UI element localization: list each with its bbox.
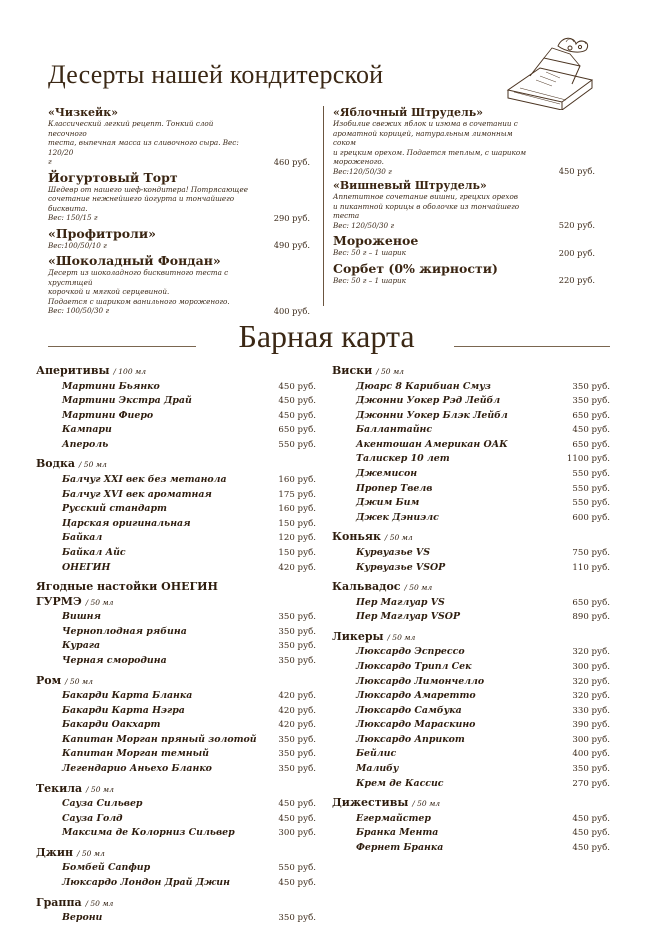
category-heading xyxy=(36,457,316,473)
drink-price: 450 руб. xyxy=(572,842,610,853)
drink-name: Байкал Айс xyxy=(62,546,126,558)
bar-title-rule-right xyxy=(454,346,610,347)
drink-name: Малибу xyxy=(356,763,399,775)
dessert-item xyxy=(333,261,595,286)
drink-name: Сауза Сильвер xyxy=(62,798,143,810)
drink-row xyxy=(36,502,316,517)
drink-price: 650 руб. xyxy=(278,425,316,436)
drink-price: 300 руб. xyxy=(572,661,610,672)
dessert-name: «Шоколадный Фондан» xyxy=(48,253,221,268)
dessert-item xyxy=(48,253,310,316)
drink-row xyxy=(332,561,610,576)
dessert-item xyxy=(333,233,595,258)
drink-price: 120 руб. xyxy=(278,533,316,544)
drink-row xyxy=(332,718,610,733)
drink-price: 350 руб. xyxy=(278,749,316,760)
dessert-name: «Яблочный Штрудель» xyxy=(333,106,484,119)
drink-price: 320 руб. xyxy=(572,647,610,658)
drink-name: Егермайстер xyxy=(356,812,431,824)
drink-price: 390 руб. xyxy=(572,720,610,731)
drink-price: 300 руб. xyxy=(572,734,610,745)
drink-price: 350 руб. xyxy=(572,396,610,407)
category-name: Ром xyxy=(36,673,62,687)
dessert-name: Йогуртовый Торт xyxy=(48,169,178,185)
category-name: Дижестивы xyxy=(332,796,409,810)
dessert-description: Шедевр от нашего шеф-кондитера! Потрясающее xyxy=(48,184,248,194)
drink-price: 650 руб. xyxy=(572,439,610,450)
drink-price: 350 руб. xyxy=(278,612,316,623)
drink-row xyxy=(332,452,610,467)
drink-name: Люксардо Мараскино xyxy=(356,719,476,731)
drink-name: Дюарс 8 Карибиан Смуз xyxy=(356,380,491,392)
dessert-description: Вес: 150/15 г xyxy=(48,213,98,222)
drink-row xyxy=(36,639,316,654)
drink-row xyxy=(332,733,610,748)
drink-name: Фернет Бранка xyxy=(356,841,444,853)
category-heading xyxy=(332,630,610,646)
drink-row xyxy=(332,546,610,561)
dessert-description: корочкой и мягкой серцевиной. xyxy=(48,287,170,296)
drink-row xyxy=(36,517,316,532)
drink-price: 420 руб. xyxy=(278,705,316,716)
drink-price: 400 руб. xyxy=(572,749,610,760)
category-name: Ягодные настойки ОНЕГИН xyxy=(36,580,218,594)
drink-row xyxy=(36,394,316,409)
drink-row xyxy=(36,380,316,395)
dessert-price: 490 руб. xyxy=(273,240,310,250)
drink-name: Мартини Бьянко xyxy=(62,380,160,392)
drink-price: 420 руб. xyxy=(278,720,316,731)
drink-row xyxy=(332,394,610,409)
dessert-name: «Чизкейк» xyxy=(48,106,119,119)
drink-name: Курвуазье VSOP xyxy=(356,561,446,573)
drink-row xyxy=(332,645,610,660)
dessert-item xyxy=(48,170,310,223)
drink-price: 600 руб. xyxy=(572,512,610,523)
drink-price: 450 руб. xyxy=(278,396,316,407)
cake-illustration xyxy=(500,28,600,110)
drink-price: 350 руб. xyxy=(278,913,316,924)
drink-name: Апероль xyxy=(62,438,109,450)
drink-price: 350 руб. xyxy=(572,381,610,392)
drink-row xyxy=(36,438,316,453)
drink-name: Акентошан Американ ОАК xyxy=(356,438,508,450)
drink-price: 420 руб. xyxy=(278,691,316,701)
dessert-item xyxy=(333,179,595,230)
drink-name: Бакарди Оакхарт xyxy=(62,719,161,731)
dessert-description: ароматной корицей, натуральным лимонным соком xyxy=(333,128,513,147)
drink-price: 350 руб. xyxy=(572,764,610,775)
drink-name: Джонни Уокер Блэк Лейбл xyxy=(356,409,508,421)
dessert-price: 290 руб. xyxy=(273,212,310,223)
drink-name: Русский стандарт xyxy=(62,503,167,515)
category-volume: / 50 мл xyxy=(412,799,441,809)
dessert-description: теста, выпечная масса из сливочного сыра. Вес: 120/20 xyxy=(48,138,239,157)
category-name: Аперитивы xyxy=(36,364,110,377)
drink-row xyxy=(332,610,610,625)
drink-price: 550 руб. xyxy=(572,483,610,494)
drink-row xyxy=(36,610,316,625)
desserts-right-column xyxy=(333,106,595,288)
dessert-item xyxy=(48,106,310,167)
drink-row xyxy=(36,826,316,841)
drink-name: Пер Маглуар VS xyxy=(356,596,445,608)
drink-price: 650 руб. xyxy=(572,410,610,421)
drink-row xyxy=(36,747,316,762)
dessert-name: «Профитроли» xyxy=(48,225,156,241)
drink-row xyxy=(36,812,316,827)
drink-name: ОНЕГИН xyxy=(62,561,111,573)
drink-price: 350 руб. xyxy=(278,641,316,652)
dessert-description: Аппетитное сочетание вишни, грецких орехов xyxy=(333,192,518,201)
category-heading xyxy=(332,364,610,380)
dessert-description: г xyxy=(48,157,52,166)
category-name: Граппа xyxy=(36,895,82,909)
drink-price: 350 руб. xyxy=(278,626,316,637)
drink-name: Бакарди Карта Бланка xyxy=(62,690,193,701)
dessert-price: 450 руб. xyxy=(558,166,595,176)
category-heading xyxy=(332,796,610,812)
drink-row xyxy=(36,689,316,704)
dessert-item xyxy=(333,106,595,176)
drink-row xyxy=(332,438,610,453)
drink-row xyxy=(332,777,610,792)
desserts-column-divider xyxy=(323,106,324,306)
drink-row xyxy=(36,423,316,438)
drink-name: Черная смородина xyxy=(62,654,167,666)
drink-price: 110 руб. xyxy=(572,562,610,573)
dessert-price: 400 руб. xyxy=(273,305,310,316)
drink-row xyxy=(332,689,610,704)
drink-name: Талискер 10 лет xyxy=(356,453,450,465)
category-volume: / 50 мл xyxy=(85,898,114,908)
drink-price: 450 руб. xyxy=(278,410,316,421)
drink-row xyxy=(36,733,316,748)
category-heading xyxy=(36,580,316,595)
dessert-description: и пикантной корицы в оболочке из тончайшего теста xyxy=(333,201,520,220)
dessert-description: Вес:120/50/30 г xyxy=(333,166,392,176)
drink-name: Люксардо Лимончелло xyxy=(356,675,485,687)
drink-row xyxy=(36,718,316,733)
drink-row xyxy=(36,911,316,926)
drink-name: Крем де Кассис xyxy=(356,777,444,789)
category-volume: / 50 мл xyxy=(76,848,105,858)
drink-price: 550 руб. xyxy=(572,469,610,480)
drink-name: Люксардо Априкот xyxy=(356,733,465,745)
category-name: Водка xyxy=(36,457,76,471)
drink-row xyxy=(332,704,610,719)
dessert-name: Мороженое xyxy=(333,233,419,248)
dessert-description: Вес: 50 г – 1 шарик xyxy=(333,275,406,285)
drink-row xyxy=(332,380,610,395)
dessert-description: Вес: 120/50/30 г xyxy=(333,220,395,230)
drink-price: 550 руб. xyxy=(278,439,316,450)
dessert-price: 520 руб. xyxy=(558,220,595,230)
drink-name: Сауза Голд xyxy=(62,812,123,824)
drink-name: Джонни Уокер Рэд Лейбл xyxy=(356,395,501,407)
category-name: Коньяк xyxy=(332,530,381,544)
drink-price: 450 руб. xyxy=(278,813,316,824)
drink-price: 150 руб. xyxy=(278,518,316,529)
drink-row xyxy=(332,826,610,841)
drink-name: Бранка Мента xyxy=(356,827,439,839)
drink-row xyxy=(36,488,316,503)
drink-name: Джемисон xyxy=(356,468,418,480)
drink-name: Люксардо Трипл Сек xyxy=(356,660,472,672)
drink-row xyxy=(332,482,610,497)
dessert-description: Вес:100/50/10 г xyxy=(48,240,107,250)
drink-row xyxy=(332,762,610,777)
drink-row xyxy=(36,876,316,891)
drink-row xyxy=(36,561,316,576)
drink-row xyxy=(332,660,610,675)
drink-name: Люксардо Лондон Драй Джин xyxy=(62,876,230,888)
drink-name: Баллантайнс xyxy=(356,424,433,436)
category-volume: / 50 мл xyxy=(85,597,114,607)
drink-price: 160 руб. xyxy=(278,504,316,515)
drink-price: 450 руб. xyxy=(278,381,316,392)
category-heading xyxy=(36,896,316,912)
dessert-description: Классический легкий рецепт. Тонкий слой песочного xyxy=(48,119,214,138)
drink-name: Царская оригинальная xyxy=(62,517,191,529)
drink-row xyxy=(332,812,610,827)
drink-price: 650 руб. xyxy=(572,597,610,608)
category-volume: / 50 мл xyxy=(384,533,413,543)
desserts-title: Десерты нашей кондитерской xyxy=(48,60,384,89)
drink-price: 350 руб. xyxy=(278,734,316,745)
drink-price: 320 руб. xyxy=(572,676,610,687)
drink-row xyxy=(36,531,316,546)
drink-price: 450 руб. xyxy=(572,425,610,436)
drink-name: Мартини Экстра Драй xyxy=(62,395,192,407)
drink-name: Джек Дэниэлс xyxy=(356,511,439,523)
drink-name: Пер Маглуар VSOP xyxy=(356,611,460,623)
drink-price: 420 руб. xyxy=(278,562,316,573)
category-name: Джин xyxy=(36,845,74,859)
drink-name: Максима де Колорниз Сильвер xyxy=(62,827,235,839)
drink-name: Капитан Морган пряный золотой xyxy=(62,733,257,745)
drink-price: 270 руб. xyxy=(572,778,610,789)
drink-price: 450 руб. xyxy=(572,828,610,839)
category-volume: / 50 мл xyxy=(404,583,433,593)
dessert-price: 220 руб. xyxy=(558,275,595,285)
dessert-description: Вес: 50 г – 1 шарик xyxy=(333,248,406,257)
drink-row xyxy=(332,496,610,511)
drink-name: Балчуг XVI век ароматная xyxy=(62,488,212,500)
drink-row xyxy=(332,841,610,856)
category-name: Виски xyxy=(332,364,373,377)
drink-name: Курвуазье VS xyxy=(356,546,430,558)
drink-price: 550 руб. xyxy=(278,863,316,874)
drink-row xyxy=(36,473,316,488)
category-volume: / 50 мл xyxy=(78,460,107,470)
drink-price: 450 руб. xyxy=(278,799,316,810)
drink-price: 450 руб. xyxy=(572,813,610,824)
category-heading xyxy=(332,580,610,596)
drink-name: Вишня xyxy=(62,611,101,623)
drink-name: Курага xyxy=(62,640,101,652)
drink-name: Бакарди Карта Нэгра xyxy=(62,704,185,716)
category-name: Кальвадос xyxy=(332,580,401,594)
drink-name: Мартини Фиеро xyxy=(62,409,154,421)
drink-name: Легендарио Аньехо Бланко xyxy=(62,762,212,774)
bar-title: Барная карта xyxy=(238,318,415,354)
drink-name: Кампари xyxy=(62,424,112,436)
drink-name: Верони xyxy=(62,912,103,924)
drink-row xyxy=(332,747,610,762)
category-heading xyxy=(36,674,316,690)
dessert-description: сочетание нежнейшего йогурта и тончайшего бисквита. xyxy=(48,194,235,213)
drink-row xyxy=(332,511,610,526)
bar-left-column xyxy=(36,364,316,926)
drink-price: 450 руб. xyxy=(278,877,316,888)
drink-price: 320 руб. xyxy=(572,691,610,702)
dessert-name: Сорбет (0% жирности) xyxy=(333,260,498,276)
drink-price: 350 руб. xyxy=(278,655,316,666)
dessert-price: 460 руб. xyxy=(273,156,310,167)
drink-row xyxy=(36,762,316,777)
drink-name: Бомбей Сапфир xyxy=(62,862,151,874)
drink-price: 175 руб. xyxy=(278,489,316,500)
drink-row xyxy=(36,797,316,812)
drink-row xyxy=(36,546,316,561)
dessert-description: Вес: 100/50/30 г xyxy=(48,306,110,315)
dessert-price: 200 руб. xyxy=(558,247,595,258)
drink-row xyxy=(36,625,316,640)
drink-row xyxy=(36,704,316,719)
category-volume: / 50 мл xyxy=(65,676,93,686)
category-name: Ликеры xyxy=(332,629,384,643)
drink-row xyxy=(332,596,610,611)
drink-price: 350 руб. xyxy=(278,763,316,774)
dessert-name: «Вишневый Штрудель» xyxy=(333,179,487,192)
drink-name: Пропер Твелв xyxy=(356,482,433,494)
category-volume: / 100 мл xyxy=(113,367,146,376)
dessert-description: мороженого. xyxy=(333,157,384,166)
drink-name: Балчуг XXI век без метанола xyxy=(62,473,227,485)
category-heading xyxy=(36,364,316,380)
drink-name: Джим Бим xyxy=(356,497,420,509)
dessert-description: Изобилие свежих яблок и изюма в сочетании с xyxy=(333,119,518,128)
category-volume: / 50 мл xyxy=(387,632,416,642)
drink-name: Черноплодная рябина xyxy=(62,625,187,637)
drink-name: Люксардо Амаретто xyxy=(356,690,476,702)
dessert-item xyxy=(48,226,310,251)
desserts-left-column xyxy=(48,106,310,319)
drink-price: 1100 руб. xyxy=(566,454,610,465)
drink-row xyxy=(36,409,316,424)
category-name: Текила xyxy=(36,781,83,795)
drink-name: Люксардо Эспрессо xyxy=(356,646,465,658)
bar-right-column xyxy=(332,364,610,856)
drink-row xyxy=(332,467,610,482)
category-heading-cont xyxy=(36,595,316,611)
dessert-description: и грецким орехом. Подается теплым, с шариком xyxy=(333,147,527,157)
drink-name: Байкал xyxy=(62,532,103,544)
drink-price: 550 руб. xyxy=(572,498,610,509)
drink-name: Бейлис xyxy=(356,748,397,760)
drink-row xyxy=(332,423,610,438)
category-volume: / 50 мл xyxy=(376,367,404,376)
drink-name: Капитан Морган темный xyxy=(62,748,209,760)
category-heading xyxy=(36,782,316,798)
drink-row xyxy=(36,861,316,876)
category-heading xyxy=(332,530,610,546)
drink-price: 300 руб. xyxy=(278,828,316,839)
drink-name: Люксардо Самбука xyxy=(356,704,462,716)
drink-price: 890 руб. xyxy=(572,612,610,623)
dessert-description: Десерт из шоколадного бисквитного теста с хрустящей xyxy=(48,268,229,287)
drink-price: 160 руб. xyxy=(278,474,316,485)
dessert-description: Подается с шариком ванильного мороженого. xyxy=(48,296,230,306)
drink-price: 750 руб. xyxy=(572,547,610,558)
drink-row xyxy=(36,654,316,669)
drink-row xyxy=(332,675,610,690)
category-volume: / 50 мл xyxy=(86,784,114,794)
category-name-cont: ГУРМЭ xyxy=(36,594,82,608)
drink-price: 150 руб. xyxy=(278,547,316,558)
category-heading xyxy=(36,846,316,862)
drink-price: 330 руб. xyxy=(572,705,610,716)
drink-row xyxy=(332,409,610,424)
